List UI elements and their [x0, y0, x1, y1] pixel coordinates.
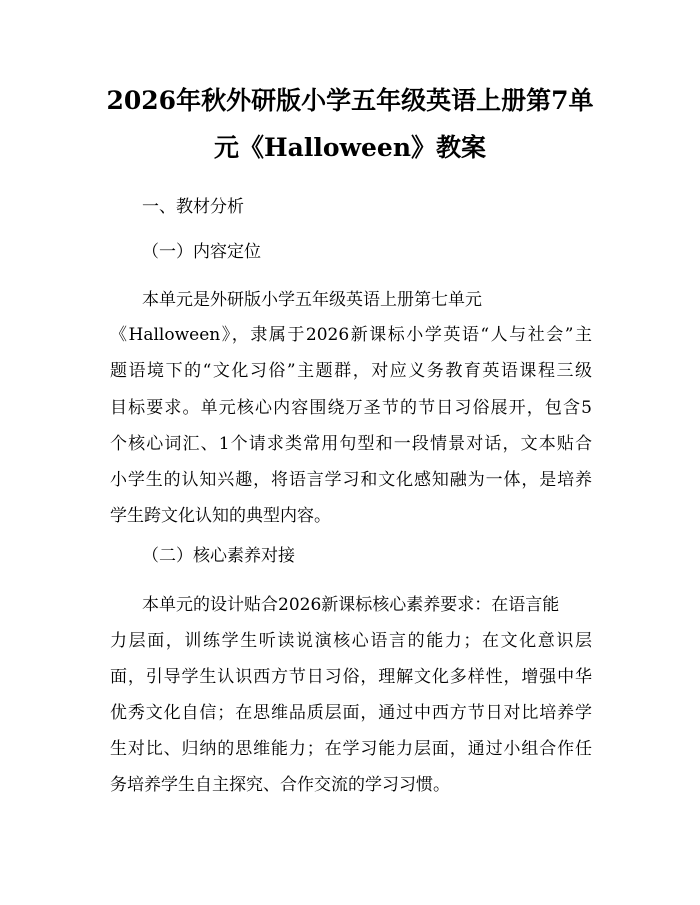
paragraph-line: 学生跨文化认知的典型内容。 [110, 506, 331, 526]
paragraph-line: 题语境下的“文化习俗”主题群，对应义务教育英语课程三级 [110, 361, 592, 381]
paragraph-line: 本单元是外研版小学五年级英语上册第七单元 [142, 290, 482, 310]
subsection-heading-core-literacy: （二）核心素养对接 [142, 546, 295, 566]
paragraph-line: 力层面，训练学生听读说演核心语言的能力；在文化意识层 [110, 631, 592, 651]
section-heading-analysis: 一、教材分析 [142, 197, 244, 217]
paragraph-line: 生对比、归纳的思维能力；在学习能力层面，通过小组合作任 [110, 739, 592, 759]
subsection-heading-positioning: （一）内容定位 [142, 242, 261, 262]
document-title-line-2: 元《Halloween》教案 [214, 133, 486, 162]
paragraph-line: 务培养学生自主探究、合作交流的学习习惯。 [110, 775, 450, 795]
paragraph-line: 面，引导学生认识西方节日习俗，理解文化多样性，增强中华 [110, 667, 592, 687]
document-title-line-1: 2026年秋外研版小学五年级英语上册第7单 [106, 86, 594, 115]
paragraph-line: 本单元的设计贴合2026新课标核心素养要求：在语言能 [142, 595, 560, 615]
paragraph-line: 个核心词汇、1个请求类常用句型和一段情景对话，文本贴合 [110, 434, 592, 454]
paragraph-line: 《Halloween》，隶属于2026新课标小学英语“人与社会”主 [110, 325, 592, 345]
paragraph-line: 目标要求。单元核心内容围绕万圣节的节日习俗展开，包含5 [110, 398, 592, 418]
paragraph-line: 优秀文化自信；在思维品质层面，通过中西方节日对比培养学 [110, 703, 592, 723]
paragraph-line: 小学生的认知兴趣，将语言学习和文化感知融为一体，是培养 [110, 470, 592, 490]
